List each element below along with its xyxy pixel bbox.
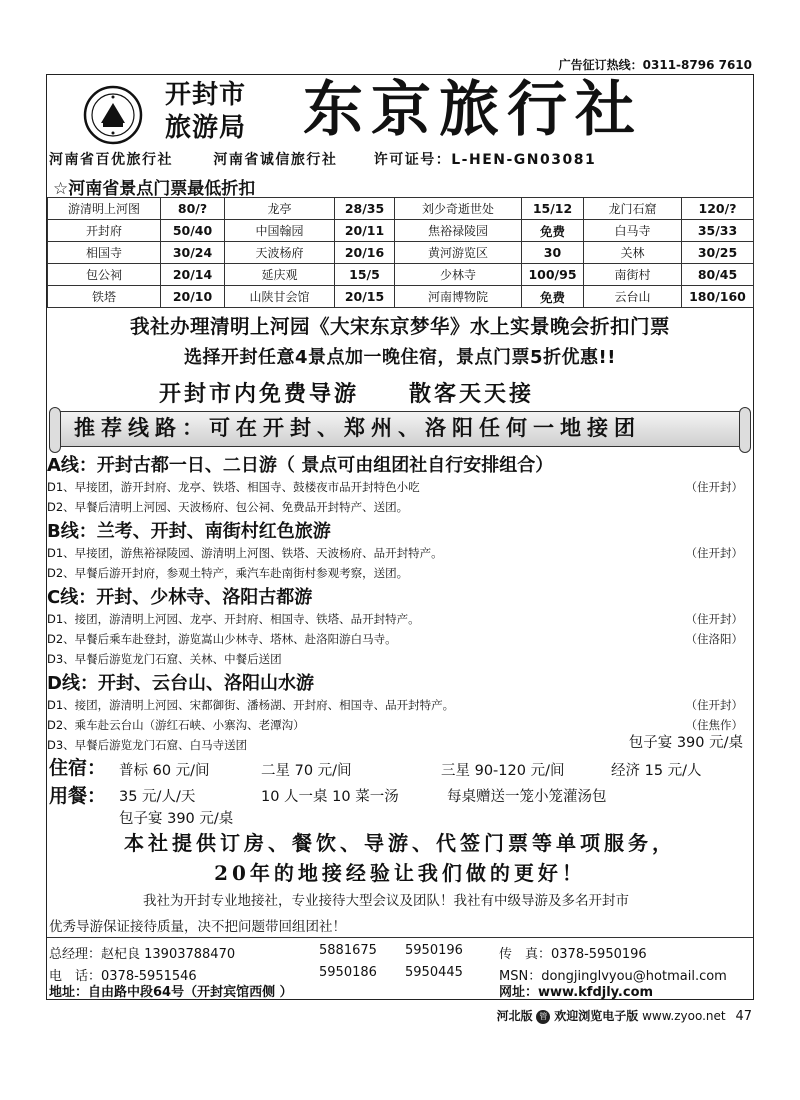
tickets-title: ☆河南省景点门票最低折扣 bbox=[53, 179, 256, 199]
meals-baozi-banquet: 包子宴 390 元/桌 bbox=[119, 811, 234, 827]
meals-gift: 每桌赠送一笼小笼灌汤包 bbox=[447, 789, 607, 805]
ticket-price: 28/35 bbox=[335, 198, 395, 220]
page-number: 47 bbox=[735, 1009, 752, 1024]
ticket-price: 20/10 bbox=[161, 286, 225, 308]
footer-site: www.zyoo.net bbox=[642, 1009, 726, 1023]
attraction-name: 少林寺 bbox=[395, 264, 522, 286]
attraction-name: 龙门石窟 bbox=[584, 198, 682, 220]
services-line-2: 20年的地接经验让我们做的更好！ bbox=[214, 861, 586, 885]
attraction-name: 开封府 bbox=[48, 220, 161, 242]
attraction-name: 刘少奇逝世处 bbox=[395, 198, 522, 220]
phone-2a: 5950186 bbox=[319, 965, 377, 980]
attraction-name: 焦裕禄陵园 bbox=[395, 220, 522, 242]
route-day bbox=[47, 651, 753, 667]
attraction-name: 铁塔 bbox=[48, 286, 161, 308]
promo-line-1: 我社办理清明上河园《大宋东京梦华》水上实景晚会折扣门票 bbox=[129, 315, 670, 338]
lodging-label: 住宿： bbox=[49, 757, 107, 779]
ticket-price: 50/40 bbox=[161, 220, 225, 242]
credential-1: 河南省百优旅行社 bbox=[49, 152, 173, 168]
ticket-row bbox=[48, 198, 754, 220]
meals-per-table: 10 人一桌 10 菜一汤 bbox=[261, 789, 399, 805]
agency-name: 东京旅行社 bbox=[303, 75, 643, 145]
page-footer bbox=[497, 1007, 752, 1024]
route-day-text: D1、早接团，游开封府、龙亭、铁塔、相国寺、鼓楼夜市品开封特色小吃 bbox=[47, 480, 420, 494]
ticket-row bbox=[48, 264, 754, 286]
ticket-price: 20/15 bbox=[335, 286, 395, 308]
badge-icon: 管 bbox=[536, 1010, 550, 1024]
overnight-location: （住洛阳） bbox=[685, 632, 743, 646]
telephone: 电 话：0378-5951546 bbox=[49, 969, 197, 984]
edition-label: 河北版 bbox=[496, 1009, 533, 1023]
ticket-price: 30/25 bbox=[682, 242, 754, 264]
route-day bbox=[47, 479, 753, 495]
bureau-name bbox=[165, 79, 246, 145]
attraction-name: 中国翰园 bbox=[225, 220, 335, 242]
route-day-text: D1、接团，游清明上河园、宋都御街、潘杨湖、开封府、相国寺、品开封特产。 bbox=[47, 698, 455, 712]
ticket-price: 80/45 bbox=[682, 264, 754, 286]
route-day bbox=[47, 611, 753, 627]
bureau-line-2: 旅游局 bbox=[165, 113, 247, 143]
ticket-price: 35/33 bbox=[682, 220, 754, 242]
overnight-location: （住开封） bbox=[685, 612, 743, 626]
credential-2: 河南省诚信旅行社 bbox=[213, 152, 338, 168]
phone-1a: 5881675 bbox=[319, 943, 377, 958]
ticket-price: 15/5 bbox=[335, 264, 395, 286]
attraction-name: 山陕甘会馆 bbox=[225, 286, 335, 308]
attraction-name: 游清明上河图 bbox=[48, 198, 161, 220]
attraction-name: 南街村 bbox=[584, 264, 682, 286]
attraction-name: 白马寺 bbox=[584, 220, 682, 242]
attraction-name: 黄河游览区 bbox=[395, 242, 522, 264]
ticket-price: 免费 bbox=[522, 220, 584, 242]
fax: 传 真：0378-5950196 bbox=[499, 947, 647, 962]
route-title: A线：开封古都一日、二日游（ 景点可由组团社自行安排组合） bbox=[47, 455, 554, 476]
route-day bbox=[47, 631, 753, 647]
attraction-name: 包公祠 bbox=[48, 264, 161, 286]
footer-slogan: 欢迎浏览电子版 bbox=[554, 1009, 639, 1023]
ticket-price: 20/16 bbox=[335, 242, 395, 264]
ticket-price: 180/160 bbox=[682, 286, 754, 308]
ticket-price: 免费 bbox=[522, 286, 584, 308]
attraction-name: 河南博物院 bbox=[395, 286, 522, 308]
route-day-text: D1、接团，游清明上河园、龙亭、开封府、相国寺、铁塔、品开封特产。 bbox=[47, 612, 420, 626]
ticket-price: 30 bbox=[522, 242, 584, 264]
services-line-1: 本社提供订房、餐饮、导游、代签门票等单项服务， bbox=[124, 831, 676, 855]
meals-per-day: 35 元/人/天 bbox=[119, 789, 196, 805]
attraction-name: 延庆观 bbox=[225, 264, 335, 286]
advertisement-frame bbox=[46, 74, 754, 1000]
route-day-text: D2、早餐后游开封府，参观土特产，乘汽车赴南街村参观考察，送团。 bbox=[47, 566, 409, 580]
tourism-bureau-logo-icon bbox=[83, 85, 143, 145]
attraction-name: 相国寺 bbox=[48, 242, 161, 264]
general-manager: 总经理：赵杞良 13903788470 bbox=[49, 947, 236, 962]
route-day-text: D2、早餐后清明上河园、天波杨府、包公祠、免费品开封特产、送团。 bbox=[47, 500, 409, 514]
overnight-location: （住焦作） bbox=[685, 718, 743, 732]
route-day bbox=[47, 499, 753, 515]
attraction-name: 云台山 bbox=[584, 286, 682, 308]
route-day bbox=[47, 565, 753, 581]
route-day bbox=[47, 545, 753, 561]
ticket-row bbox=[48, 242, 754, 264]
recommended-routes-banner: 推荐线路：可在开封、郑州、洛阳任何一地接团 bbox=[55, 411, 745, 447]
website: 网址：www.kfdjly.com bbox=[499, 985, 654, 1000]
overnight-location: （住开封） bbox=[685, 546, 743, 560]
msn-contact: MSN：dongjinglvyou@hotmail.com bbox=[499, 969, 727, 984]
route-day bbox=[47, 697, 753, 713]
lodging-three-star: 三星 90-120 元/间 bbox=[441, 763, 565, 779]
meals-label: 用餐： bbox=[49, 785, 107, 807]
ticket-price: 120/? bbox=[682, 198, 754, 220]
route-day-text: D3、早餐后游览龙门石窟、白马寺送团 bbox=[47, 738, 248, 752]
daily-pickup-text: 散客天天接 bbox=[409, 382, 535, 407]
free-guide-text: 开封市内免费导游 bbox=[159, 382, 360, 407]
route-title: B线：兰考、开封、南街村红色旅游 bbox=[47, 521, 331, 542]
route-day-text: D2、乘车赴云台山（游红石峡、小寨沟、老潭沟） bbox=[47, 718, 305, 732]
lodging-economy: 经济 15 元/人 bbox=[611, 763, 702, 779]
lodging-two-star: 二星 70 元/间 bbox=[261, 763, 352, 779]
promo-line-2: 选择开封任意4景点加一晚住宿，景点门票5折优惠!! bbox=[184, 347, 616, 368]
intro-line-1: 我社为开封专业地接社，专业接待大型会议及团队！我社有中级导游及多名开封市 bbox=[143, 893, 629, 909]
attraction-name: 龙亭 bbox=[225, 198, 335, 220]
overnight-location: （住开封） bbox=[685, 698, 743, 712]
route-title: D线：开封、云台山、洛阳山水游 bbox=[47, 673, 314, 694]
ticket-row bbox=[48, 286, 754, 308]
ticket-price: 30/24 bbox=[161, 242, 225, 264]
phone-1b: 5950196 bbox=[405, 943, 463, 958]
attraction-name: 天波杨府 bbox=[225, 242, 335, 264]
attraction-name: 关林 bbox=[584, 242, 682, 264]
license-number: 许可证号：L-HEN-GN03081 bbox=[373, 152, 597, 168]
ticket-price-table bbox=[47, 197, 754, 308]
ticket-price: 15/12 bbox=[522, 198, 584, 220]
credentials-line bbox=[47, 149, 753, 169]
intro-line-2: 优秀导游保证接待质量，决不把问题带回组团社！ bbox=[49, 919, 346, 935]
ticket-price: 20/14 bbox=[161, 264, 225, 286]
ticket-price: 80/? bbox=[161, 198, 225, 220]
contact-divider bbox=[47, 937, 753, 938]
route-day-text: D1、早接团，游焦裕禄陵园、游清明上河图、铁塔、天波杨府、品开封特产。 bbox=[47, 546, 443, 560]
ticket-price: 100/95 bbox=[522, 264, 584, 286]
lodging-standard: 普标 60 元/间 bbox=[119, 763, 210, 779]
address: 地址：自由路中段64号（开封宾馆西侧 ） bbox=[49, 985, 293, 1000]
phone-2b: 5950445 bbox=[405, 965, 463, 980]
route-day-text: D2、早餐后乘车赴登封，游览嵩山少林寺、塔林、赴洛阳游白马寺。 bbox=[47, 632, 397, 646]
ticket-price: 20/11 bbox=[335, 220, 395, 242]
ad-hotline: 广告征订热线：0311-8796 7610 bbox=[558, 58, 752, 72]
baozi-banquet-price: 包子宴 390 元/桌 bbox=[628, 735, 743, 751]
ticket-row bbox=[48, 220, 754, 242]
overnight-location: （住开封） bbox=[685, 480, 743, 494]
bureau-line-1: 开封市 bbox=[165, 80, 247, 110]
promo-line-3 bbox=[159, 377, 534, 408]
route-day-text: D3、早餐后游览龙门石窟、关林、中餐后送团 bbox=[47, 652, 282, 666]
route-title: C线：开封、少林寺、洛阳古都游 bbox=[47, 587, 313, 608]
